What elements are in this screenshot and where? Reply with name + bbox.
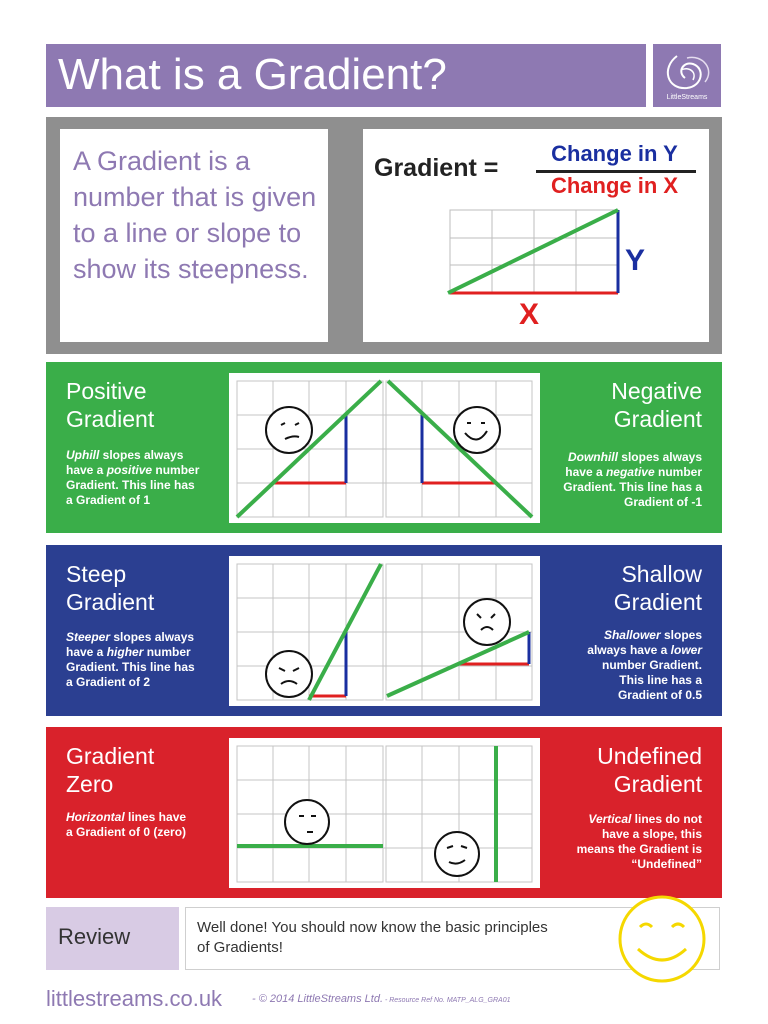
steep-title: Steep Gradient [66, 561, 155, 615]
zero-description: Horizontal lines have a Gradient of 0 (zero) [66, 810, 187, 839]
x-axis-label: X [519, 298, 540, 331]
formula-denominator: Change in X [550, 173, 679, 198]
gradient-diagram [445, 207, 625, 299]
shallow-title: Shallow Gradient [613, 561, 702, 615]
definition-text: A Gradient is a number that is given to a line or slope to show its steepness. [73, 146, 317, 284]
footer-site-link[interactable]: littlestreams.co.uk [46, 986, 223, 1011]
shallow-description: Shallower slopes always have a lower number Gradient. This line has a Gradient of 0.5 [587, 628, 702, 702]
positive-description: Uphill slopes always have a positive number Gradient. This line has a Gradient of 1 [66, 448, 200, 507]
face-icon [285, 800, 479, 876]
positive-negative-panel [229, 373, 540, 523]
y-axis-label: Y [625, 244, 646, 277]
formula-numerator: Change in Y [551, 141, 678, 166]
formula-label: Gradient = [374, 154, 499, 182]
negative-title: Negative Gradient [611, 378, 702, 432]
review-text: Well done! You should now know the basic principles of Gradients! [197, 919, 548, 956]
zero-undefined-panel [229, 738, 540, 888]
smiley-icon [612, 893, 712, 985]
undefined-description: Vertical lines do not have a slope, this means the Gradient is “Undefined” [576, 812, 702, 871]
steep-description: Steeper slopes always have a higher number Gradient. This line has a Gradient of 2 [66, 630, 195, 689]
undefined-title: Undefined Gradient [597, 743, 702, 797]
logo-text: LittleStreams [666, 94, 708, 101]
footer-copyright: - © 2014 LittleStreams Ltd. - Resource Ref No. MATP_ALG_GRA01 [252, 993, 511, 1005]
positive-title: Positive Gradient [66, 378, 155, 432]
zero-title: Gradient Zero [66, 743, 155, 797]
face-icon [266, 599, 510, 697]
page-title: What is a Gradient? [58, 50, 447, 99]
steep-shallow-panel [229, 556, 540, 706]
review-label: Review [58, 924, 131, 949]
negative-description: Downhill slopes always have a negative number Gradient. This line has a Gradient of -1 [563, 450, 702, 509]
